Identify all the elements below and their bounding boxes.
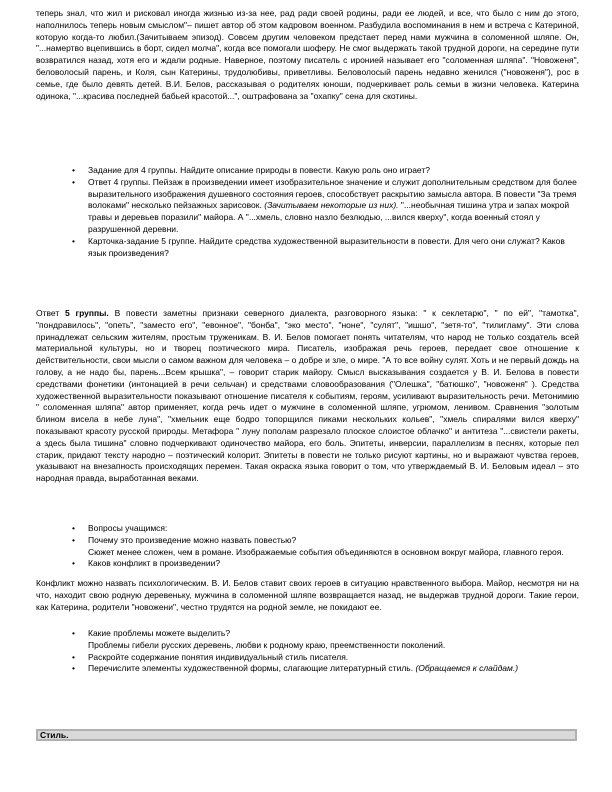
- list-item: [36, 663, 579, 675]
- list-item: [36, 177, 579, 236]
- answer-problems: Проблемы гибели русских деревень, любви к родному краю, преемственности поколений.: [88, 639, 446, 650]
- task-4-text: Задание для 4 группы. Найдите описание природы в повести. Какую роль оно играет?: [88, 165, 430, 175]
- task-form-elements: Перечислите элементы художественной формы, слагающие литературный стиль.: [88, 663, 414, 674]
- question-genre: • Почему это произведение можно назвать повестью?: [88, 534, 297, 545]
- list-item: [36, 236, 579, 260]
- paragraph-characters: теперь знал, что жил и рисковал иногда жизнью из-за нее, рад ради своей родины, ради ее людей, и все, что было с ним до этого, наполнилось теперь новым смыслом"– пишет автор об этом кадровом военном. Разбудила воспоминания в нем и встреча с Катериной, которую когда-то любил.(Зачитываем эпизод). Совсем другим человеком предстает перед нами мужчина в соломенной шляпе. Он, "...намертво вцепившись в борт, сидел молча", когда все помогали шоферу. Не смог выдержать такой трудной дороги, на середине пути возвратился назад, хотя его и ждали родные. Наверное, поэтому писатель с иронией называет его "соломенная шляпа". "Новоженя", беловолосый парень, и Коля, сын Катерины, трудолюбивы, приветливы. Беловолосый парень недавно женился ("новоженя"), рос в семье, где было девять детей. В.И. Белов, рассказывая о родителях юноши, подчеркивает роль семьи в жизни человека. Катерина одинока, "...красива последней бабьей красотой...", оштрафована за "охапку" сена для скотины.: [36, 8, 579, 101]
- answer-genre: Сюжет менее сложен, чем в романе. Изображаемые события объединяются в основном вокруг майора, главного героя.: [88, 546, 564, 557]
- list-item: [36, 523, 579, 535]
- answer-4-quote: "...необычная тишина утра и запах мокрой травы и деревьев поразили" майора. А "...хмель, словно назло безлюдью, ...вился кверху", когда военный стоял у разрушенной деревни.: [88, 200, 570, 234]
- list-item: [36, 652, 579, 664]
- question-conflict: Каков конфликт в произведении?: [88, 558, 221, 569]
- task-form-note: (Обращаемся к слайдам.): [415, 663, 519, 674]
- paragraph-answer-5: [36, 308, 579, 485]
- questions-list: [36, 523, 579, 570]
- section-heading: Стиль.: [40, 730, 69, 740]
- list-item: [36, 558, 579, 570]
- list-item: [36, 535, 579, 559]
- task-5-text: Карточка-задание 5 группе. Найдите средства художественной выразительности в повести. Для чего они служат? Каков язык произведения?: [88, 235, 565, 258]
- answer-5-lead: Ответ: [36, 308, 60, 318]
- question-problems: • Какие проблемы можете выделить?: [88, 628, 231, 638]
- questions-heading: Вопросы учащимся:: [88, 523, 168, 533]
- task-list-groups: [36, 165, 579, 259]
- answer-5-group: 5 группы.: [65, 308, 109, 318]
- list-item: [36, 628, 579, 652]
- answer-4-text: Ответ 4 группы. Пейзаж в произведении имеет изобразительное значение и служит дополнительным средством для более выразительного изображения душевного состояния героев, способствует раскрытию замысла автора. В повести "За тремя волоками" несколько пейзажных зарисовок.: [88, 176, 577, 211]
- task-style: Раскройте содержание понятия индивидуальный стиль писателя.: [88, 651, 349, 662]
- list-item: [36, 165, 579, 177]
- answer-5-text: В повести заметны признаки северного диалекта, разговорного языка: " к секлетарю", " по ей", "тамотка", "пондравилось", "опеть", "заместо его", "евонное", "бонба", "эко место", "ноне", "сулят", "ишшо", "зетя-то", "тилигламу". Эти слова принадлежат сельским жителям, простым труженикам. В. И. Белов помогает понять читателям, что народ не только создатель всей материальной культуры, но и творец поэтического мира. Писатель, изображая речь героев, передает свое отношение к действительности, свои мысли о самом важном для человека – о добре и зле, о мире. "А то все войну сулят. Хоть и не первый дождь на голову, а не надо бы, парень...Всем крышка", – говорит старик майору. Смысл высказывания создается у В. И. Белова в повести средствами фонетики (интонацией в речи сельчан) и средствами словообразования ("Олешка", "батюшко", "новоженя" ). Средства художественной выразительности показывают отношение писателя к событиям, героям, усиливают выразительность речи. Метонимию " соломенная шляпа" автор применяет, когда речь идет о мужчине в соломенной шляпе, угрюмом, ленивом. Сравнения "золотым блином висела в небе луна", "хмельник еще бодро топорщился пиками нескольких кольев", "хмель спиралями вился кверху" показывают красоту русской природы. Метафора " луну пополам разрезало плоское слоистое облачко" и антитеза "...свистели ракеты, а здесь была тишина" словно подчеркивают одиночество майора, его боль. Эпитеты, инверсии, параллелизм в песнях, которые пел старик, придают тексту народно – поэтический колорит. Эпитеты в повести не только рисуют картины, но и выражают чувства героев, указывают на внезапность происходящих перемен. Такая окраска языка говорит о том, что утверждаемый В. И. Беловым идеал – это народная правда, выработанная веками.: [36, 308, 579, 484]
- answer-4-note: (Зачитываем некоторые из них).: [264, 200, 399, 211]
- paragraph-conflict: Конфликт можно назвать психологическим. В. И. Белов ставит своих героев в ситуацию нравственного выбора. Майор, несмотря ни на что, находит свою родную деревеньку, мужчина в соломенной шляпе возвращается назад, не выдержав трудной дороги. Такие герои, как Катерина, родители "новожени", честно трудятся на родной земле, не покидают ее.: [36, 578, 579, 612]
- problems-list: [36, 628, 579, 675]
- section-heading-bar: [36, 729, 577, 741]
